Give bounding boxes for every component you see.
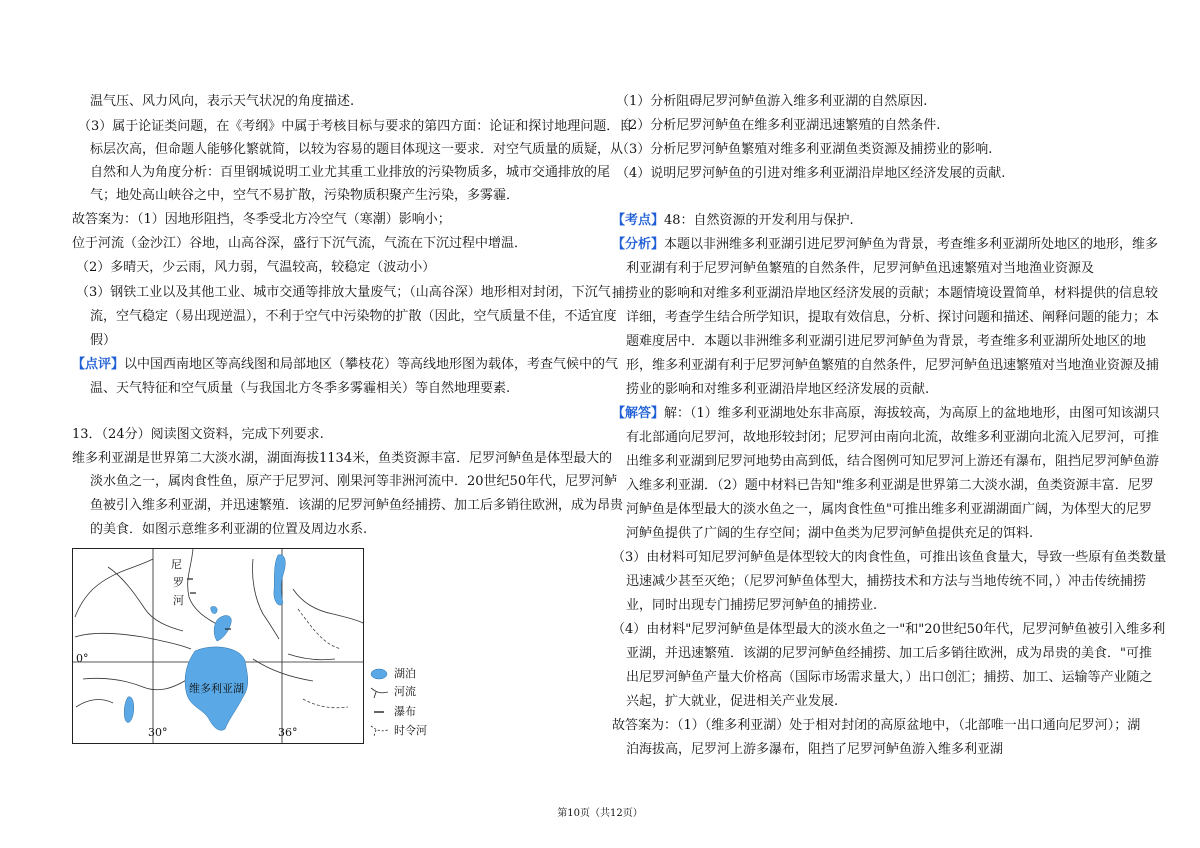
lakes	[124, 555, 285, 731]
comment-line-0	[72, 356, 618, 374]
lat-label: 0°	[76, 652, 89, 665]
lake-label: 维多利亚湖	[189, 682, 244, 695]
legend-seasonal-river-label: 时令河	[394, 724, 427, 737]
jieda-line-6: （3）由材料可知尼罗河鲈鱼是体型较大的肉食性鱼，可推出该鱼食量大，导致一些原有鱼类数量	[612, 550, 1167, 565]
q13-line-3: 鱼被引入维多利亚湖，并迅速繁殖．该湖的尼罗河鲈鱼经捕捞、加工后多销往欧洲，成为昂贵	[90, 498, 624, 513]
question-3: （3）分析尼罗河鲈鱼繁殖对维多利亚湖鱼类资源及捕捞业的影响.	[616, 142, 993, 157]
jieda-tag: 【解答】	[612, 406, 665, 421]
jieda-line-7: 迅速减少甚至灭绝；（尼罗河鲈鱼体型大，捕捞技术和方法与当地传统不同，）冲击传统捕捞	[626, 574, 1147, 589]
answer-line-0: 故答案为：（1）（维多利亚湖）处于相对封闭的高原盆地中，（北部唯一出口通向尼罗河）；湖	[612, 718, 1141, 733]
lake-kivu	[124, 697, 134, 723]
fenxi-line-3: 详细，考查学生结合所学知识，提取有效信息，分析、探讨问题和描述、阐释问题的能力；本	[626, 310, 1160, 325]
q13-line-0: 13．（24分）阅读图文资料，完成下列要求.	[72, 427, 324, 442]
left-line-1: （3）属于论证类问题，在《考纲》中属于考核目标与要求的第四方面：论证和探讨地理问题．目	[78, 119, 633, 134]
jieda-line-2: 出维多利亚湖到尼罗河地势由高到低，结合图例可知尼罗河上游还有瀑布，阻挡尼罗河鲈鱼游	[626, 454, 1160, 469]
legend-lake-icon	[371, 669, 387, 679]
jieda-line-10: 亚湖，并迅速繁殖．该湖的尼罗河鲈鱼经捕捞、加工后多销往欧洲，成为昂贵的美食．"可推	[626, 646, 1152, 661]
victoria-lake-map	[72, 548, 364, 744]
legend-river-icon	[371, 688, 388, 698]
comment-text-0: 以中国西南地区等高线图和局部地区（攀枝花）等高线地形图为载体，考查气候中的气	[124, 357, 619, 372]
left-line-9: 流，空气稳定（易出现逆温），不利于空气中污染物的扩散（因此，空气质量不佳，不适宜度	[90, 309, 617, 324]
question-1: （1）分析阻碍尼罗河鲈鱼游入维多利亚湖的自然原因.	[616, 94, 928, 109]
legend-waterfall-label: 瀑布	[394, 705, 416, 718]
comment-line-1: 温、天气特征和空气质量（与我国北方冬季多雾霾相关）等自然地理要素.	[90, 381, 511, 396]
q13-line-1: 维多利亚湖是世界第二大淡水湖，湖面海拔1134米，鱼类资源丰富．尼罗河鲈鱼是体型最大的	[72, 451, 613, 466]
map-drawing	[73, 549, 363, 743]
legend-seasonal-river-icon	[371, 726, 388, 736]
left-line-6: 位于河流（金沙江）谷地，山高谷深，盛行下沉气流，气流在下沉过程中增温．	[72, 236, 528, 251]
fenxi-line-6: 捞业的影响和对维多利亚湖沿岸地区经济发展的贡献.	[626, 382, 930, 397]
lake-small	[211, 606, 217, 613]
fenxi-line-1: 利亚湖有利于尼罗河鲈鱼繁殖的自然条件，尼罗河鲈鱼迅速繁殖对当地渔业资源及	[626, 261, 1095, 276]
left-line-4: 气；地处高山峡谷之中，空气不易扩散，污染物质积聚产生污染，多雾霾．	[90, 188, 520, 203]
fenxi-line-2: 捕捞业的影响和对维多利亚湖沿岸地区经济发展的贡献；本题情境设置简单，材料提供的信息较	[612, 286, 1159, 301]
left-line-2: 标层次高，但命题人能够化繁就简，以较为容易的题目体现这一要求．对空气质量的质疑，从	[90, 142, 624, 157]
fenxi-line-5: 形，维多利亚湖有利于尼罗河鲈鱼繁殖的自然条件，尼罗河鲈鱼迅速繁殖对当地渔业资源及捕	[626, 358, 1160, 373]
left-line-10: 假）	[90, 333, 117, 348]
lon-label-36: 36°	[278, 726, 298, 739]
lon-label-30: 30°	[148, 726, 168, 739]
left-line-8: （3）钢铁工业以及其他工业、城市交通等排放大量废气；（山高谷深）地形相对封闭，下沉气	[76, 285, 611, 300]
jieda-line-0	[612, 405, 1160, 423]
legend-lake-label: 湖泊	[394, 667, 416, 680]
kaodian-line	[612, 212, 854, 230]
jieda-line-3: 入维多利亚湖．（2）题中材料已告知"维多利亚湖是世界第二大淡水湖，鱼类资源丰富．尼罗	[626, 478, 1154, 493]
fenxi-text-0: 本题以非洲维多利亚湖引进尼罗河鲈鱼为背景，考查维多利亚湖所处地区的地形，维多	[664, 237, 1159, 252]
river-label-3: 河	[173, 594, 184, 607]
fenxi-line-4: 题难度居中．本题以非洲维多利亚湖引进尼罗河鲈鱼为背景，考查维多利亚湖所处地区的地	[626, 334, 1147, 349]
jieda-line-4: 河鲈鱼是体型最大的淡水鱼之一，属肉食性鱼"可推出维多利亚湖湖面广阔，为体型大的尼罗	[626, 502, 1152, 517]
kaodian-text: 48：自然资源的开发利用与保护.	[664, 213, 854, 228]
left-line-3: 自然和人为角度分析：百里钢城说明工业尤其重工业排放的污染物质多，城市交通排放的尾	[90, 165, 611, 180]
jieda-line-1: 有北部通向尼罗河，故地形较封闭；尼罗河由南向北流，故维多利亚湖向北流入尼罗河，可推	[626, 430, 1160, 445]
river-label-1: 尼	[171, 558, 182, 571]
answer-line-1: 泊海拔高，尼罗河上游多瀑布，阻挡了尼罗河鲈鱼游入维多利亚湖	[626, 742, 1004, 757]
left-line-7: （2）多晴天，少云雨，风力弱，气温较高，较稳定（波动小）	[76, 260, 436, 275]
jieda-line-8: 业，同时出现专门捕捞尼罗河鲈鱼的捕捞业.	[626, 598, 878, 613]
kaodian-tag: 【考点】	[612, 213, 665, 228]
question-2: （2）分析尼罗河鲈鱼在维多利亚湖迅速繁殖的自然条件.	[616, 118, 941, 133]
lake-albert	[274, 555, 285, 605]
jieda-line-12: 兴起，扩大就业，促进相关产业发展.	[626, 694, 839, 709]
legend-icons	[368, 668, 394, 744]
fenxi-line-0	[612, 236, 1158, 254]
jieda-line-5: 河鲈鱼提供了广阔的生存空间；湖中鱼类为尼罗河鲈鱼提供充足的饵料.	[626, 526, 1034, 541]
lake-kyoga	[214, 616, 231, 641]
question-4: （4）说明尼罗河鲈鱼的引进对维多利亚湖沿岸地区经济发展的贡献.	[616, 166, 1006, 181]
q13-line-2: 淡水鱼之一，属肉食性鱼，原产于尼罗河、刚果河等非洲河流中．20世纪50年代，尼罗河鲈	[90, 474, 618, 489]
jieda-line-11: 出尼罗河鲈鱼产量大价格高（国际市场需求量大，）出口创汇；捕捞、加工、运输等产业随之	[626, 670, 1153, 685]
river-label-2: 罗	[173, 576, 184, 589]
left-line-0: 温气压、风力风向，表示天气状况的角度描述.	[90, 94, 355, 109]
jieda-line-9: （4）由材料"尼罗河鲈鱼是体型最大的淡水鱼之一"和"20世纪50年代，尼罗河鲈鱼被引入维多利	[612, 622, 1166, 637]
comment-tag: 【点评】	[72, 357, 125, 372]
page-footer: 第10页（共12页）	[557, 808, 643, 819]
left-line-5: 故答案为：（1）因地形阻挡，冬季受北方冷空气（寒潮）影响小；	[72, 212, 451, 227]
q13-line-4: 的美食．如图示意维多利亚湖的位置及周边水系.	[90, 522, 368, 537]
legend-river-label: 河流	[394, 685, 416, 698]
jieda-text-0: 解：（1）维多利亚湖地处东非高原，海拔较高，为高原上的盆地地形，由图可知该湖只	[664, 406, 1160, 421]
fenxi-tag: 【分析】	[612, 237, 665, 252]
